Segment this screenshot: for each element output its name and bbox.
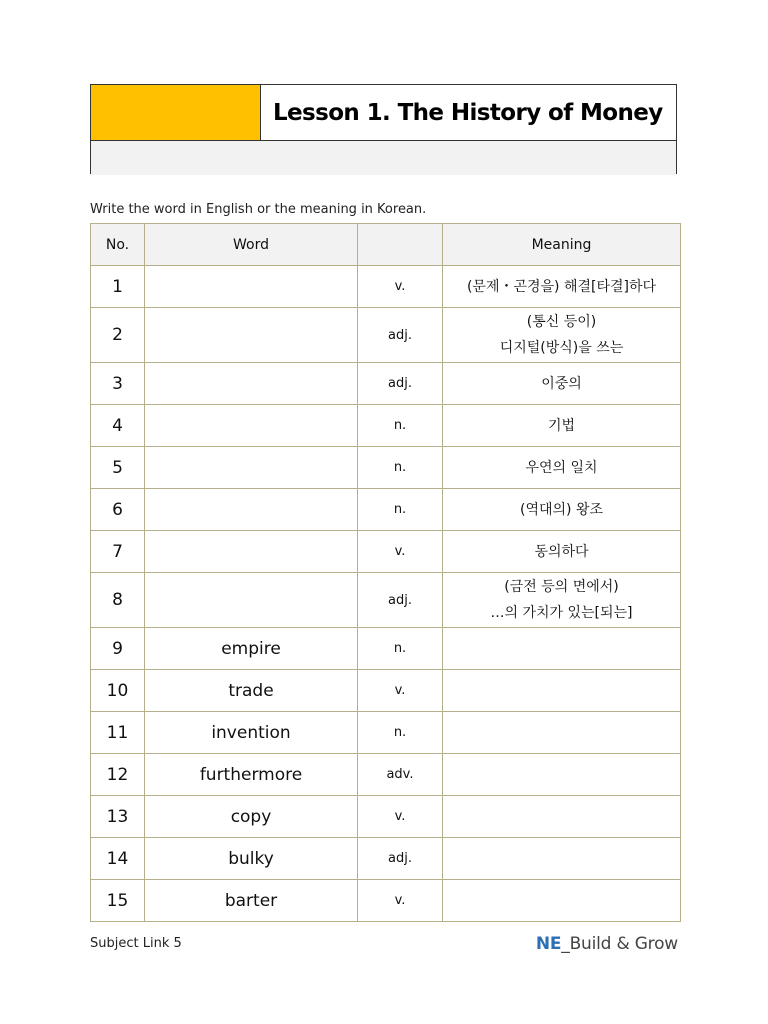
part-of-speech: adj.: [358, 363, 443, 405]
meaning-cell: [443, 363, 681, 405]
vocab-table: [90, 223, 681, 922]
word-cell: invention: [145, 712, 358, 754]
meaning-cell[interactable]: [443, 796, 681, 838]
meaning-line: 기법: [547, 417, 576, 434]
page-title: Lesson 1. The History of Money: [273, 99, 663, 126]
word-cell: bulky: [145, 838, 358, 880]
row-number: 4: [91, 405, 145, 447]
vocab-table-body: [91, 266, 681, 922]
row-number: 6: [91, 489, 145, 531]
word-cell[interactable]: [145, 447, 358, 489]
instruction-text: Write the word in English or the meaning in Korean.: [90, 202, 427, 217]
word-cell[interactable]: [145, 489, 358, 531]
part-of-speech: v.: [358, 266, 443, 308]
meaning-line: (역대의) 왕조: [520, 501, 603, 518]
table-header-row: [91, 224, 681, 266]
row-number: 3: [91, 363, 145, 405]
row-number: 14: [91, 838, 145, 880]
table-row: [91, 754, 681, 796]
table-row: [91, 628, 681, 670]
table-row: [91, 308, 681, 363]
part-of-speech: v.: [358, 531, 443, 573]
part-of-speech: adj.: [358, 308, 443, 363]
column-header-word: Word: [145, 224, 358, 266]
part-of-speech: n.: [358, 447, 443, 489]
row-number: 15: [91, 880, 145, 922]
part-of-speech: n.: [358, 628, 443, 670]
lesson-header: [90, 84, 677, 174]
word-cell[interactable]: [145, 363, 358, 405]
logo-tagline: _Build & Grow: [561, 934, 678, 954]
meaning-cell: [443, 531, 681, 573]
part-of-speech: adv.: [358, 754, 443, 796]
table-row: [91, 489, 681, 531]
header-accent-block: [91, 85, 261, 140]
part-of-speech: v.: [358, 880, 443, 922]
table-row: [91, 266, 681, 308]
footer-book-title: Subject Link 5: [90, 936, 182, 951]
meaning-cell[interactable]: [443, 838, 681, 880]
table-row: [91, 405, 681, 447]
word-cell[interactable]: [145, 405, 358, 447]
word-cell: furthermore: [145, 754, 358, 796]
row-number: 1: [91, 266, 145, 308]
column-header-no: No.: [91, 224, 145, 266]
part-of-speech: v.: [358, 670, 443, 712]
part-of-speech: n.: [358, 405, 443, 447]
column-header-pos: [358, 224, 443, 266]
column-header-meaning: Meaning: [443, 224, 681, 266]
table-row: [91, 363, 681, 405]
logo-ne: NE: [535, 934, 562, 954]
meaning-cell: [443, 266, 681, 308]
meaning-cell: [443, 573, 681, 628]
table-row: [91, 880, 681, 922]
word-cell[interactable]: [145, 531, 358, 573]
meaning-cell[interactable]: [443, 670, 681, 712]
meaning-cell[interactable]: [443, 712, 681, 754]
word-cell[interactable]: [145, 573, 358, 628]
part-of-speech: adj.: [358, 838, 443, 880]
meaning-line: 이중의: [541, 375, 582, 392]
meaning-cell: [443, 308, 681, 363]
table-row: [91, 796, 681, 838]
meaning-line: 우연의 일치: [525, 459, 598, 476]
meaning-line: (문제・곤경을) 해결[타결]하다: [466, 278, 657, 295]
meaning-cell: [443, 405, 681, 447]
row-number: 12: [91, 754, 145, 796]
row-number: 8: [91, 573, 145, 628]
meaning-cell[interactable]: [443, 628, 681, 670]
word-cell: copy: [145, 796, 358, 838]
word-cell: barter: [145, 880, 358, 922]
meaning-cell: [443, 489, 681, 531]
row-number: 7: [91, 531, 145, 573]
word-cell[interactable]: [145, 266, 358, 308]
table-row: [91, 573, 681, 628]
part-of-speech: adj.: [358, 573, 443, 628]
row-number: 5: [91, 447, 145, 489]
meaning-line: (금전 등의 면에서): [504, 579, 619, 595]
meaning-line: (통신 등이): [526, 314, 597, 330]
meaning-line: …의 가치가 있는[되는]: [490, 605, 633, 621]
row-number: 13: [91, 796, 145, 838]
header-subtitle-bar: [91, 141, 676, 175]
header-top-row: [91, 85, 676, 141]
word-cell[interactable]: [145, 308, 358, 363]
meaning-cell[interactable]: [443, 754, 681, 796]
word-cell: empire: [145, 628, 358, 670]
publisher-logo: [536, 934, 678, 954]
row-number: 11: [91, 712, 145, 754]
meaning-line: 동의하다: [534, 543, 589, 560]
row-number: 2: [91, 308, 145, 363]
table-row: [91, 712, 681, 754]
table-row: [91, 447, 681, 489]
table-row: [91, 670, 681, 712]
part-of-speech: n.: [358, 489, 443, 531]
word-cell: trade: [145, 670, 358, 712]
row-number: 9: [91, 628, 145, 670]
meaning-cell[interactable]: [443, 880, 681, 922]
meaning-cell: [443, 447, 681, 489]
row-number: 10: [91, 670, 145, 712]
part-of-speech: n.: [358, 712, 443, 754]
table-row: [91, 838, 681, 880]
table-row: [91, 531, 681, 573]
meaning-line: 디지털(방식)을 쓰는: [499, 340, 624, 356]
part-of-speech: v.: [358, 796, 443, 838]
